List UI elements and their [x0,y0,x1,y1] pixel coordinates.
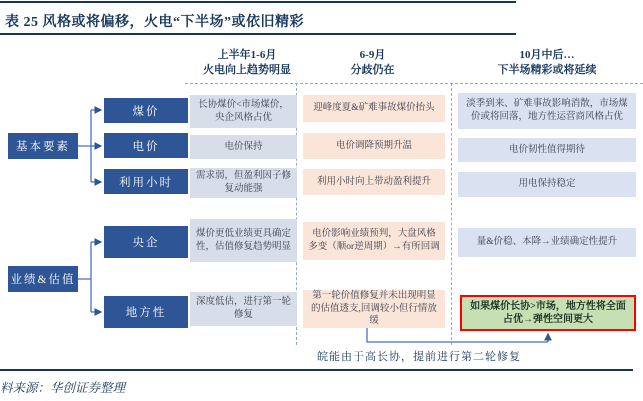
cell-power-price-phase2: 电价调降预期升温 [303,133,445,159]
cell-utilization-phase1: 需求弱，但盈利因子修复动能强 [190,168,297,198]
cell-power-price-phase1: 电价保持 [190,135,297,159]
figure-title: 表 25 风格或将偏移，火电“下半场”或依旧精彩 [5,15,304,30]
cell-central-soe-phase3: 量&价稳、本降→业绩确定性提升 [458,228,636,257]
row-label-central-soe: 央企 [104,226,188,258]
group-label-fundamentals: 基本要素 [8,133,78,159]
phase-header-2-line2: 分歧仍在 [350,64,395,77]
group-label-earnings-valuation: 业绩&估值 [8,266,78,292]
row-label-local-operator: 地方性 [104,296,188,328]
row-label-coal-price: 煤价 [104,98,188,123]
cell-central-soe-phase2: 电价影响业绩预判，大盘风格多变（顺or逆周期）→有所回调 [303,222,445,260]
cell-power-price-phase3: 电价韧性值得期待 [458,138,636,162]
cell-local-phase1: 深度低估，进行第一轮修复 [190,292,297,326]
cell-local-phase3-highlight: 如果煤价长协>市场，地方性将全面占优→弹性空间更大 [460,295,636,331]
row-label-power-price: 电价 [104,133,188,158]
cell-coal-price-phase1: 长协煤价<市场煤价，央企风格占优 [190,95,297,128]
phase-header-1-line1: 上半年1-6月 [217,49,277,61]
cell-local-phase2: 第一轮价值修复并未出现明显的估值透支,回调较小但行情放缓 [303,290,445,328]
cell-central-soe-phase1: 煤价更低业绩更具确定性，估值修复趋势明显 [190,219,297,262]
cell-coal-price-phase2: 迎峰度夏&矿难事故煤价抬头 [303,95,445,122]
phase-header-1-line2: 火电向上趋势明显 [203,64,291,77]
phase-header-2-line1: 6-9月 [359,49,386,61]
source-line: 料来源：华创证券整理 [0,381,126,395]
bottom-rule [0,369,633,371]
phase-header-3-line2: 下半场精彩或将延续 [497,64,597,77]
row-label-utilization-hours: 利用小时 [104,169,188,194]
cell-utilization-phase3: 用电保持稳定 [458,172,636,197]
wanneng-footnote: 皖能由于高长协，提前进行第二轮修复 [317,351,521,363]
cell-coal-price-phase3: 淡季到来、矿难事故影响消散，市场煤价或将回落，地方性运营商风格占优 [458,93,636,129]
phase-header-3-line1: 10月中后… [519,49,575,61]
cell-utilization-phase2: 利用小时向上带动盈利提升 [303,169,445,195]
